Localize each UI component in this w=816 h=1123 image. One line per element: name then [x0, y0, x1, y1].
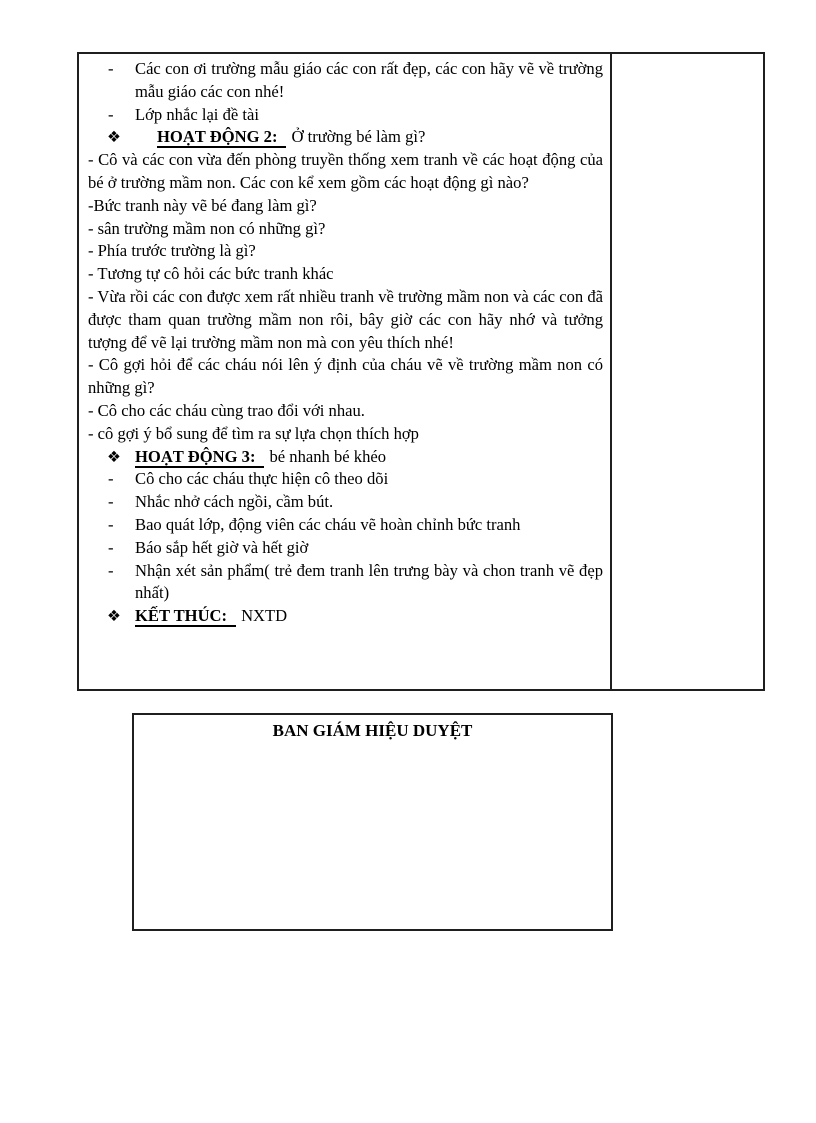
approval-box [132, 713, 613, 931]
list-item [88, 468, 603, 491]
dash-marker: - [108, 560, 114, 580]
diamond-bullet-icon: ❖ [107, 447, 121, 466]
list-item [88, 537, 603, 560]
paragraph: - sân trường mầm non có những gì? [88, 218, 326, 238]
ending-heading [88, 605, 603, 628]
list-item-text: Bao quát lớp, động viên các cháu vẽ hoàn chỉnh bức tranh [135, 514, 521, 534]
lesson-plan-table [77, 52, 765, 691]
list-item-text: Các con ơi trường mẫu giáo các con rất đẹp, các con hãy vẽ về trường mẫu giáo các con nhé! [135, 59, 603, 101]
lesson-content [88, 58, 603, 628]
ending-text: NXTD [241, 606, 288, 626]
dash-marker: - [108, 469, 114, 489]
ending-title: KẾT THÚC: [135, 606, 236, 627]
activity-2-subtitle: Ở trường bé làm gì? [291, 127, 426, 147]
paragraph: - Cô gợi hỏi để các cháu nói lên ý định của cháu vẽ về trường mầm non có những gì? [88, 355, 603, 398]
list-item [88, 560, 603, 606]
activity-3-subtitle: bé nhanh bé khéo [269, 446, 387, 466]
list-item-text: Lớp nhắc lại đề tài [135, 104, 259, 124]
list-item [88, 58, 603, 104]
list-item [88, 104, 603, 127]
dash-marker: - [108, 492, 114, 512]
activity-2-title: HOẠT ĐỘNG 2: [157, 127, 286, 148]
paragraph: - cô gợi ý bổ sung để tìm ra sự lựa chọn thích hợp [88, 423, 419, 443]
diamond-bullet-icon: ❖ [107, 607, 121, 626]
paragraph: - Cô và các con vừa đến phòng truyền thống xem tranh về các hoạt động của bé ở trường mầm non. Các con kể xem gồm các hoạt động gì nào? [88, 150, 603, 192]
activity-3-title: HOẠT ĐỘNG 3: [135, 447, 264, 468]
list-item-text: Cô cho các cháu thực hiện cô theo dõi [135, 469, 389, 489]
dash-marker: - [108, 104, 114, 124]
dash-marker: - [108, 59, 114, 78]
paragraph: - Vừa rồi các con được xem rất nhiều tranh về trường mầm non và các con đã được tham quan trường mầm non rôi, bây giờ các con hãy nhớ và tưởng tượng để vẽ lại trường mầm non mà con yêu thích nhé! [88, 286, 603, 352]
activity-3-heading [88, 446, 603, 469]
list-item [88, 491, 603, 514]
list-item-text: Nhận xét sản phẩm( trẻ đem tranh lên trưng bày và chon tranh vẽ đẹp nhất) [135, 560, 603, 603]
dash-marker: - [108, 514, 114, 534]
list-item [88, 514, 603, 537]
paragraph: - Cô cho các cháu cùng trao đổi với nhau. [88, 400, 365, 420]
list-item-text: Nhắc nhở cách ngồi, cầm bút. [135, 492, 334, 512]
list-item-text: Báo sắp hết giờ và hết giờ [135, 537, 309, 557]
diamond-bullet-icon: ❖ [107, 128, 121, 147]
paragraph: - Phía trước trường là gì? [88, 241, 256, 261]
dash-marker: - [108, 537, 114, 557]
activities-column [79, 54, 612, 689]
approval-box-title: BAN GIÁM HIỆU DUYỆT [272, 721, 473, 740]
paragraph: - Tương tự cô hỏi các bức tranh khác [88, 264, 334, 284]
paragraph: -Bức tranh này vẽ bé đang làm gì? [88, 195, 317, 215]
activity-2-heading [88, 126, 603, 149]
observation-column [612, 54, 763, 689]
